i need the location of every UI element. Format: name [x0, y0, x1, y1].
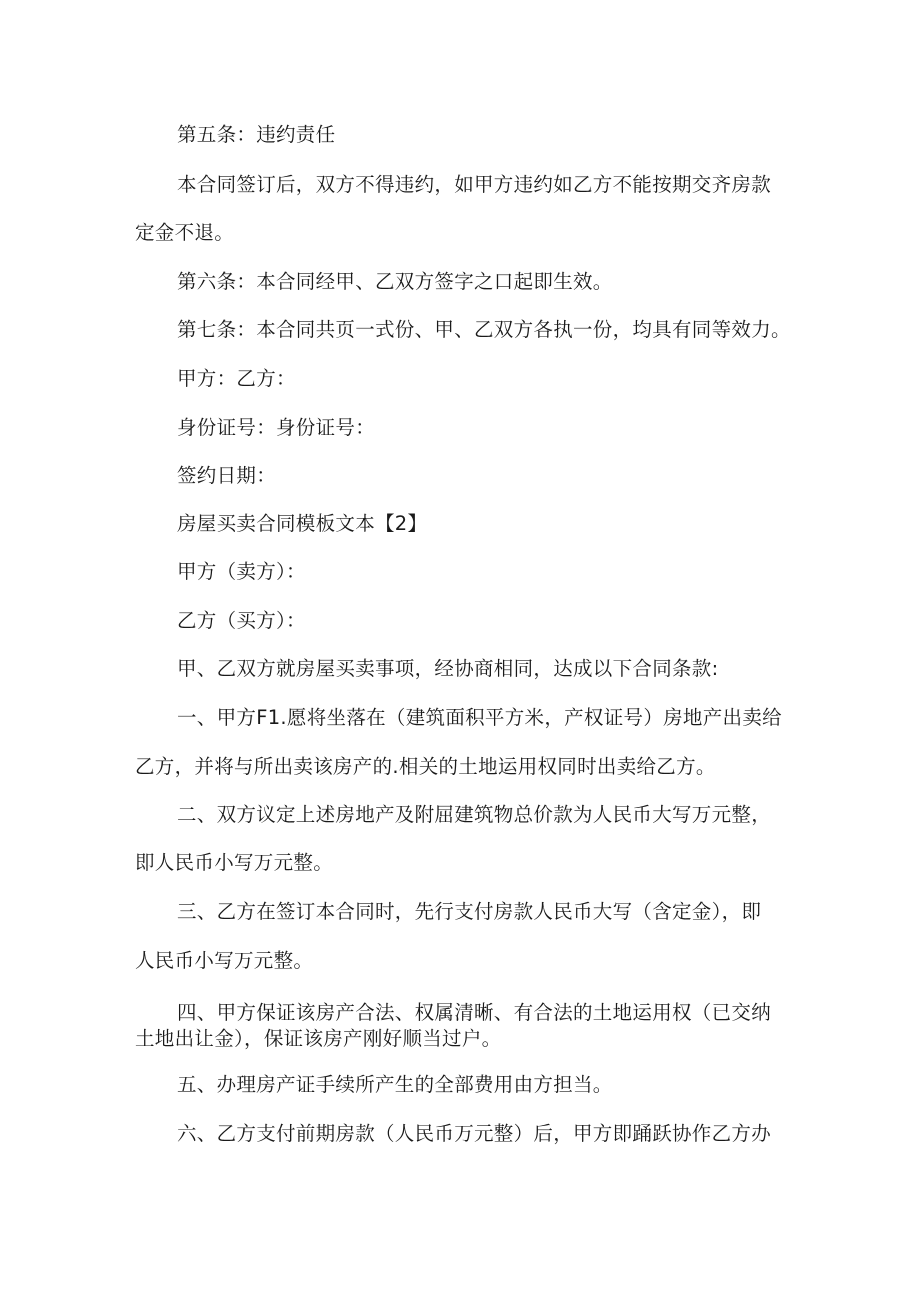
clause3-line1: 三、乙方在签订本合同时，先行支付房款人民币大写（含定金），即	[177, 900, 762, 923]
clause6-line1: 六、乙方支付前期房款（人民币万元整）后，甲方即踊跃协作乙方办	[177, 1122, 772, 1145]
article6: 第六条：本合同经甲、乙双方签字之口起即生效。	[177, 270, 613, 293]
template-title: 房屋买卖合同模板文本【2】	[177, 512, 428, 535]
signing-date-line: 签约日期：	[177, 464, 277, 487]
article5-title: 第五条：违约责任	[177, 123, 336, 146]
id-number-line: 身份证号：身份证号：	[177, 416, 376, 439]
clause5: 五、办理房产证手续所产生的全部费用由方担当。	[177, 1073, 613, 1096]
clause2-line2: 即人民币小写万元整。	[135, 851, 334, 874]
article5-body-line2: 定金不退。	[135, 221, 235, 244]
article5-body-line1: 本合同签订后，双方不得违约，如甲方违约如乙方不能按期交齐房款	[177, 173, 772, 196]
clause4-line1: 四、甲方保证该房产合法、权属清晰、有合法的土地运用权（已交纳	[177, 1001, 772, 1024]
clause4-line2: 土地出让金），保证该房产刚好顺当过户。	[135, 1027, 502, 1050]
seller-line: 甲方（卖方）：	[177, 560, 306, 583]
clause3-line2: 人民币小写万元整。	[135, 949, 314, 972]
clause2-line1: 二、双方议定上述房地产及附屈建筑物总价款为人民币大写万元整，	[177, 803, 772, 826]
party-signature-line: 甲方：乙方：	[177, 367, 296, 390]
clause1-line1: 一、甲方F1.愿将坐落在（建筑面积平方米，产权证号）房地产出卖给	[177, 706, 782, 729]
clause1-line2: 乙方，并将与所出卖该房产的.相关的土地运用权同时出卖给乙方。	[135, 755, 716, 778]
article7: 第七条：本合同共页一式份、甲、乙双方各执一份，均具有同等效力。	[177, 318, 791, 341]
intro-paragraph: 甲、乙双方就房屋买卖事项，经协商相同，达成以下合同条款:	[177, 657, 719, 680]
buyer-line: 乙方（买方）：	[177, 609, 306, 632]
